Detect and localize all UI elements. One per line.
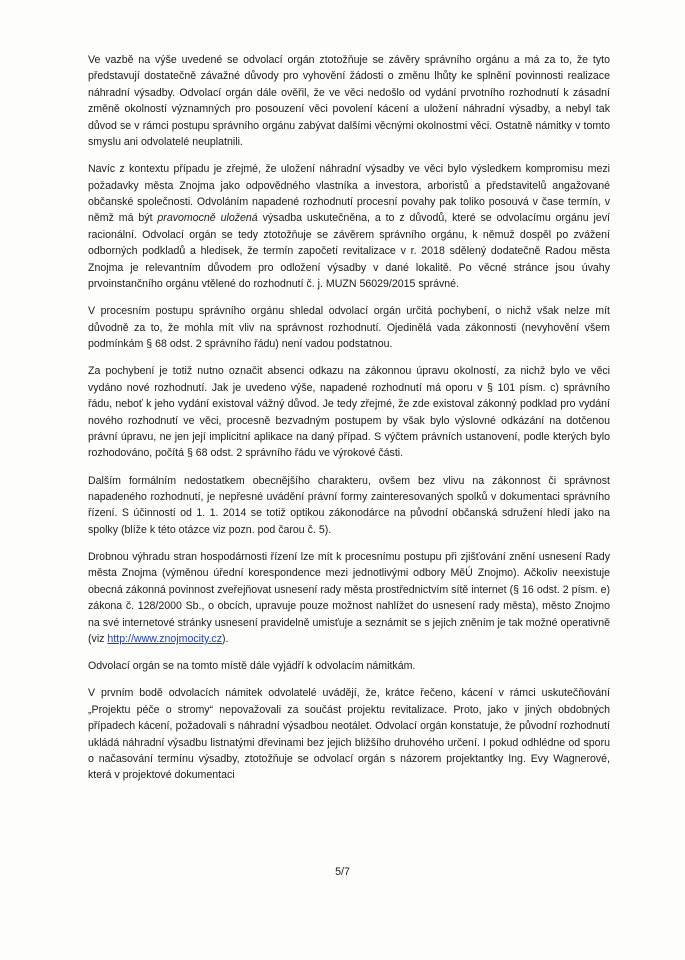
paragraph-2-italic: pravomocně uložená bbox=[157, 212, 258, 225]
paragraph-1: Ve vazbě na výše uvedené se odvolací orgán ztotožňuje se závěry správního orgánu a má za to, že tyto představují dostatečně závažné důvody pro vyhovění žádosti o změnu lhůty ke splnění povinnosti realizace náhradní výsadby. Odvolací orgán dále ověřil, že ve věci nedošlo od vydání prvotního rozhodnutí k zásadní změně okolností významných pro posouzení věci povolení kácení a uložení náhradní výsadby, a nebyl tak důvod se v rámci postupu správního orgánu zabývat dalšími věcnými okolnostmi věci. Ostatně námitky v tomto smyslu ani odvolatelé neuplatnili. bbox=[88, 54, 610, 149]
znojmocity-link[interactable]: http://www.znojmocity.cz bbox=[107, 632, 223, 645]
paragraph-5: Dalším formálním nedostatkem obecnějšího charakteru, ovšem bez vlivu na zákonnost či správnost napadeného rozhodnutí, je nepřesné uvádění právní formy zainteresovaných spolků v dokumentaci správního řízení. S účinností od 1. 1. 2014 se totiž optikou zákonodárce na původní občanská sdružení hledí jako na spolky (blíže k této otázce viz pozn. pod čarou č. 5). bbox=[88, 474, 610, 536]
paragraph-2-text-a: Navíc z kontextu případu je zřejmé, že uložení náhradní výsadby ve věci bylo výsledkem kompromisu mezi požadavky města Znojma jako odpovědného vlastníka a investora, arboristů a představitelů angažované občanské společnosti. Odvoláním napadené rozhodnutí procesní povahy pak toliko posouvá v čase termín, v němž má být bbox=[88, 163, 610, 225]
paragraph-7: Odvolací orgán se na tomto místě dále vyjádří k odvolacím námitkám. bbox=[88, 660, 416, 673]
paragraph-6-text-b: ). bbox=[222, 632, 229, 645]
paragraph-4: Za pochybení je totiž nutno označit absenci odkazu na zákonnou úpravu okolností, za nichž bylo ve věci vydáno nové rozhodnutí. Jak je uvedeno výše, napadené rozhodnutí má oporu v § 101 písm. c) správního řádu, neboť k jeho vydání existoval vážný důvod. Je tedy zřejmé, že zde existoval zákonný podklad pro vydání nového rozhodnutí ve věci, procesně bezvadným postupem by však bylo výslovné odkázání na dotčenou právní úpravu, ne jen její implicitní aplikace na daný případ. S výčtem právních ustanovení, podle kterých bylo rozhodováno, počítá § 68 odst. 2 správního řádu ve výrokové části. bbox=[88, 365, 610, 460]
paragraph-6-text-a: Drobnou výhradu stran hospodárnosti řízení lze mít k procesnímu postupu při zjišťování znění usnesení Rady města Znojma (výměnou úřední korespondence mezi jednotlivými odbory MěÚ Znojmo). Ačkoliv neexistuje obecná zákonná povinnost zveřejňovat usnesení rady města prostřednictvím sítě internet (§ 16 odst. 2 písm. e) zákona č. 128/2000 Sb., o obcích, upravuje pouze možnost nahlížet do usnesení rady města), město Znojmo na své internetové stránky usnesení pravidelně umisťuje a seznámit se s jejich zněním je tak možné operativně (viz bbox=[88, 550, 610, 645]
paragraph-3: V procesním postupu správního orgánu shledal odvolací orgán určitá pochybení, o nichž však nelze mít důvodně za to, že mohla mít vliv na správnost rozhodnutí. Ojedinělá vada zákonnosti (nevyhovění všem podmínkám § 68 odst. 2 správního řádu) není vadou podstatnou. bbox=[88, 305, 610, 351]
document-body bbox=[88, 52, 610, 784]
paragraph-6 bbox=[88, 549, 610, 647]
paragraph-8: V prvním bodě odvolacích námitek odvolatelé uvádějí, že, krátce řečeno, kácení v rámci uskutečňování „Projektu péče o stromy“ nepovažovali za součást projektu revitalizace. Proto, jako v jiných obdobných případech kácení, požadovali s náhradní výsadbou neotálet. Odvolací orgán konstatuje, že původní rozhodnutí ukládá náhradní výsadbu listnatými dřevinami bez jejich bližšího druhového určení. I pokud odhlédne od sporu o načasování termínu výsadby, ztotožňuje se odvolací orgán s názorem projektantky Ing. Evy Wagnerové, která v projektové dokumentaci bbox=[88, 687, 610, 782]
paragraph-2-text-b: výsadba uskutečněna, a to z důvodů, které se odvolacímu orgánu jeví racionální. Odvolací orgán se tedy ztotožňuje se závěrem správního orgánu, k němuž dospěl po zvážení odborných podkladů a hledisek, že termín započetí revitalizace v r. 2018 sdělený dodatečně Radou města Znojma je relevantním důvodem pro odložení výsadby v dané lokalitě. Po věcné stránce jsou úvahy prvoinstančního orgánu vtělené do rozhodnutí č. j. MUZN 56029/2015 správné. bbox=[88, 212, 610, 291]
paragraph-2 bbox=[88, 161, 610, 292]
page-number: 5/7 bbox=[335, 866, 350, 878]
